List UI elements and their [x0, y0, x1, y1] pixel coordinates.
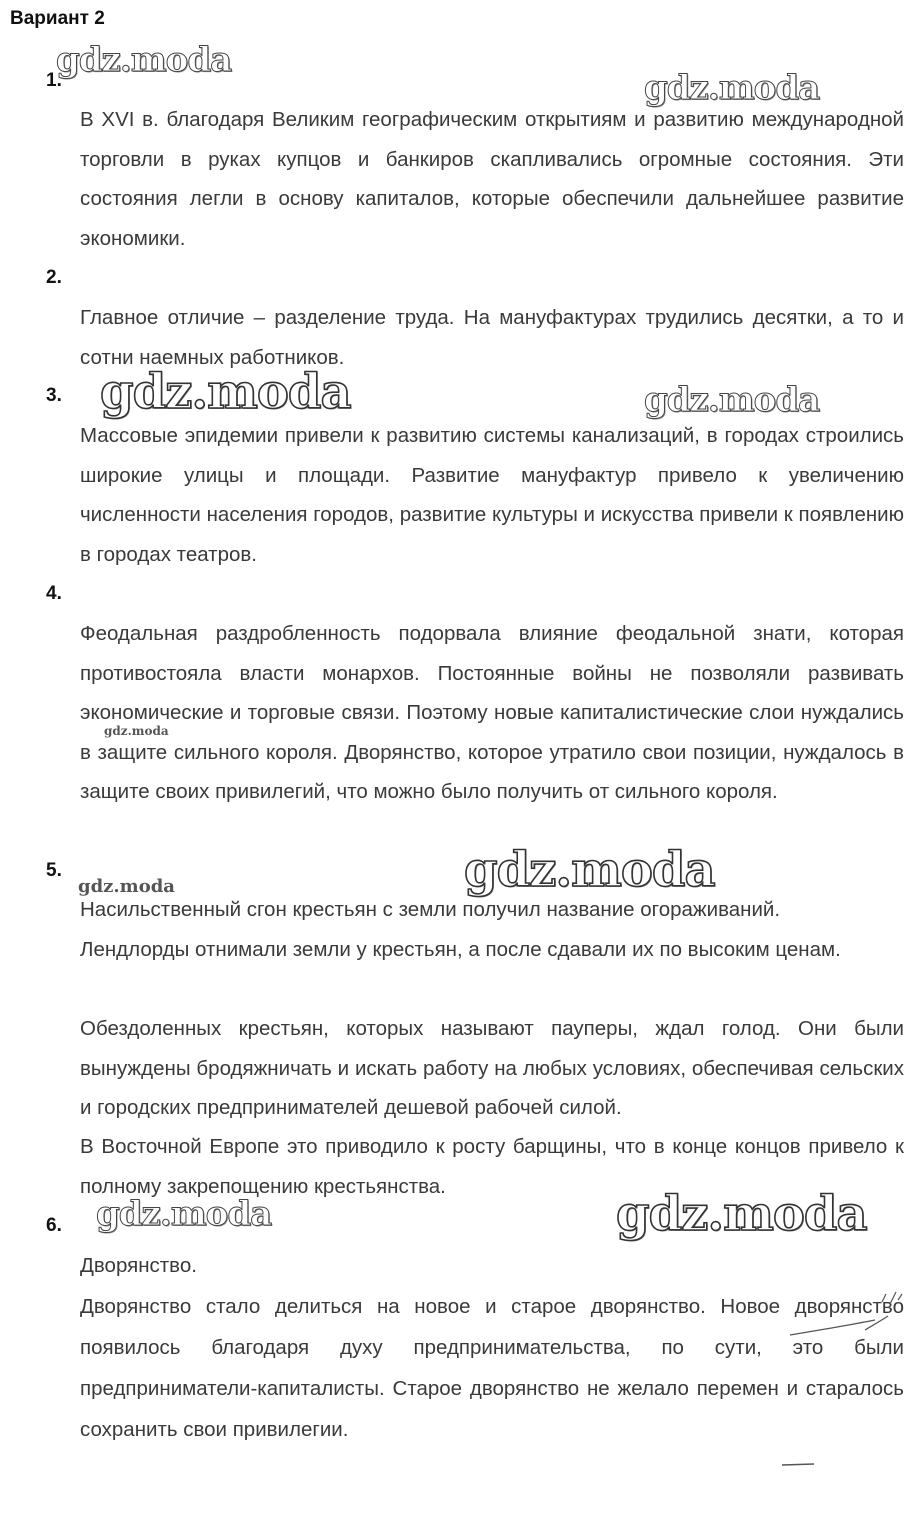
watermark: gdz.moda [56, 40, 232, 80]
answer-3-number: 3. [46, 385, 62, 406]
answer-5-text-4: В Восточной Европе это приводило к росту барщины, что в конце концов привело к полному закрепощению крестьянства. [80, 1135, 904, 1198]
watermark: gdz.moda [464, 842, 715, 898]
pen-mark [778, 1455, 828, 1475]
answer-4-text: Феодальная раздробленность подорвала влияние феодальной знати, которая противостояла власти монархов. Постоянные войны не позволяли развивать экономические и торговые связи. Поэтому новые капиталистические слои нуждались в защите сильного короля. Дворянство, которое утратило свои позиции, нуждалось в защите своих привилегий, что можно было получить от сильного короля. [80, 622, 904, 803]
answer-5-text-3: Обездоленных крестьян, которых называют пауперы, ждал голод. Они были вынуждены бродяжничать и искать работу на любых условиях, обеспечивая сельских и городских предпринимателей дешевой рабочей силой. [80, 1017, 904, 1119]
watermark: gdz.moda [616, 1186, 867, 1242]
page-title: Вариант 2 [10, 8, 105, 29]
answer-1-number: 1. [46, 70, 62, 91]
pen-scribble [770, 1290, 910, 1350]
answer-1-text: В XVI в. благодаря Великим географическим открытиям и развитию международной торговли в руках купцов и банкиров скапливались огромные состояния. Эти состояния легли в основу капиталов, которые обеспечили дальнейшее развитие экономики. [80, 108, 904, 250]
watermark: gdz.moda [644, 380, 820, 420]
answer-2-number: 2. [46, 267, 62, 288]
watermark: gdz.moda [78, 876, 175, 897]
watermark: gdz.moda [104, 724, 169, 738]
answer-4-number: 4. [46, 583, 62, 604]
answer-6-text-2: Дворянство стало делиться на новое и старое дворянство. Новое дворянство появилось благодаря духу предпринимательства, по сути, это были предприниматели-капиталисты. Старое дворянство не желало перемен и старалось сохранить свои привилегии. [80, 1295, 904, 1441]
answer-6-number: 6. [46, 1215, 62, 1236]
watermark: gdz.moda [644, 68, 820, 108]
answer-2-text: Главное отличие – разделение труда. На мануфактурах трудились десятки, а то и сотни наемных работников. [80, 306, 904, 369]
watermark: gdz.moda [96, 1194, 272, 1234]
answer-3-text: Массовые эпидемии привели к развитию системы канализаций, в городах строились широкие улицы и площади. Развитие мануфактур привело к увеличению численности населения городов, развитие культуры и искусства привели к появлению в городах театров. [80, 424, 904, 566]
answer-5-text-2: Лендлорды отнимали земли у крестьян, а после сдавали их по высоким ценам. [80, 938, 841, 961]
watermark: gdz.moda [100, 364, 351, 420]
answer-5-number: 5. [46, 860, 62, 881]
answer-5-text-1: Насильственный сгон крестьян с земли получил название огораживаний. [80, 898, 781, 921]
answer-6-text-1: Дворянство. [80, 1254, 197, 1277]
